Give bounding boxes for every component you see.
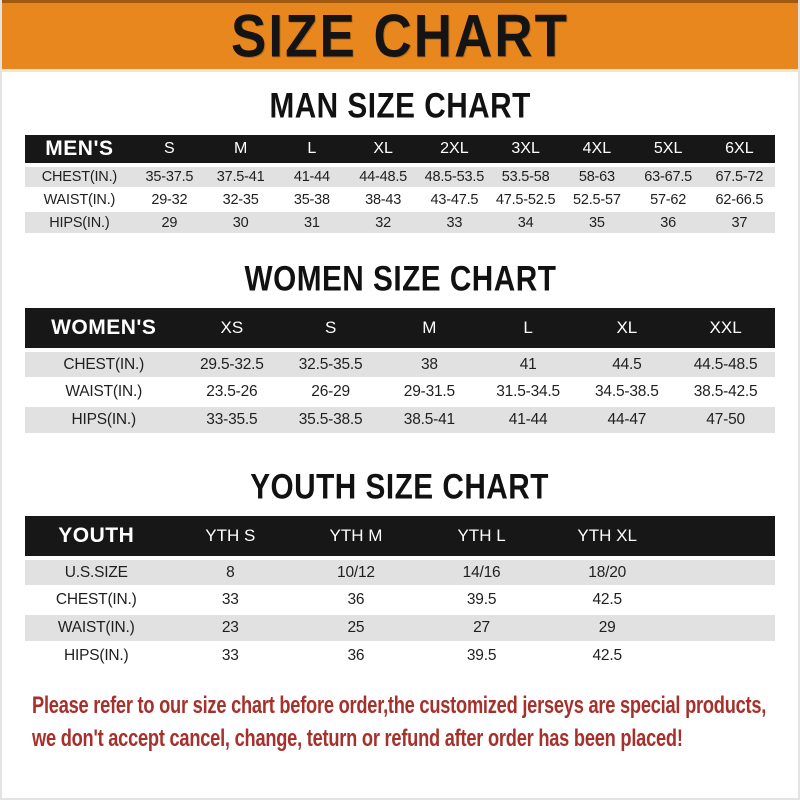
- size-cell: 44.5-48.5: [676, 350, 775, 378]
- table-row: [25, 586, 775, 614]
- size-cell: 41: [479, 350, 578, 378]
- size-cell: 32-35: [205, 188, 276, 211]
- size-cell: 29.5-32.5: [183, 350, 282, 378]
- size-cell: 32.5-35.5: [281, 350, 380, 378]
- size-cell: 35.5-38.5: [281, 406, 380, 434]
- size-cell: 41-44: [276, 165, 347, 188]
- size-cell: 36: [293, 642, 419, 670]
- row-label: HIPS(IN.): [25, 406, 183, 434]
- table-row: [25, 558, 775, 586]
- size-cell: 63-67.5: [633, 165, 704, 188]
- size-cell: 26-29: [281, 378, 380, 406]
- size-cell: 58-63: [561, 165, 632, 188]
- table-row: [25, 614, 775, 642]
- row-label: CHEST(IN.): [25, 586, 168, 614]
- column-header: YTH M: [293, 516, 419, 558]
- size-cell: 48.5-53.5: [419, 165, 490, 188]
- size-cell: 35-37.5: [134, 165, 205, 188]
- size-cell: 18/20: [544, 558, 670, 586]
- men-size-table: [25, 135, 775, 235]
- size-cell: 34: [490, 211, 561, 234]
- size-cell: 25: [293, 614, 419, 642]
- column-header: 2XL: [419, 135, 490, 165]
- size-cell: 44.5: [578, 350, 677, 378]
- women-size-section: [2, 258, 798, 435]
- column-header: L: [276, 135, 347, 165]
- row-label: WAIST(IN.): [25, 188, 134, 211]
- size-cell: 47.5-52.5: [490, 188, 561, 211]
- table-row: [25, 406, 775, 434]
- size-cell: 37: [704, 211, 775, 234]
- table-row: [25, 165, 775, 188]
- size-cell: 33-35.5: [183, 406, 282, 434]
- table-title-cell: MEN'S: [25, 135, 134, 165]
- column-header: S: [134, 135, 205, 165]
- size-cell: 33: [419, 211, 490, 234]
- size-cell: 31.5-34.5: [479, 378, 578, 406]
- size-cell: 36: [293, 586, 419, 614]
- size-cell: 38: [380, 350, 479, 378]
- size-cell: 67.5-72: [704, 165, 775, 188]
- column-header: 6XL: [704, 135, 775, 165]
- size-cell: 35-38: [276, 188, 347, 211]
- spacer-cell: [670, 614, 775, 642]
- size-cell: 8: [168, 558, 294, 586]
- size-cell: 14/16: [419, 558, 545, 586]
- disclaimer-line-1: Please refer to our size chart before order,the customized jerseys are special products,: [32, 692, 767, 719]
- disclaimer-line-2: we don't accept cancel, change, teturn or refund after order has been placed!: [32, 725, 683, 752]
- table-row: [25, 211, 775, 234]
- column-header: 4XL: [561, 135, 632, 165]
- page-title: SIZE CHART: [231, 2, 569, 70]
- table-title-cell: WOMEN'S: [25, 308, 183, 350]
- column-header: YTH XL: [544, 516, 670, 558]
- column-header: YTH S: [168, 516, 294, 558]
- size-cell: 42.5: [544, 642, 670, 670]
- size-cell: 38-43: [348, 188, 419, 211]
- table-row: [25, 642, 775, 670]
- size-cell: 10/12: [293, 558, 419, 586]
- size-cell: 31: [276, 211, 347, 234]
- table-row: [25, 188, 775, 211]
- size-cell: 39.5: [419, 642, 545, 670]
- size-cell: 38.5-42.5: [676, 378, 775, 406]
- size-cell: 47-50: [676, 406, 775, 434]
- size-cell: 33: [168, 586, 294, 614]
- size-cell: 36: [633, 211, 704, 234]
- column-header: S: [281, 308, 380, 350]
- table-header-row: [25, 516, 775, 558]
- size-cell: 29: [544, 614, 670, 642]
- table-title-cell: YOUTH: [25, 516, 168, 558]
- row-label: WAIST(IN.): [25, 378, 183, 406]
- size-cell: 44-48.5: [348, 165, 419, 188]
- column-header: L: [479, 308, 578, 350]
- column-header: YTH L: [419, 516, 545, 558]
- women-size-table: [25, 308, 775, 435]
- size-cell: 44-47: [578, 406, 677, 434]
- table-header-row: [25, 308, 775, 350]
- column-header: XXL: [676, 308, 775, 350]
- size-cell: 23.5-26: [183, 378, 282, 406]
- row-label: HIPS(IN.): [25, 642, 168, 670]
- table-row: [25, 350, 775, 378]
- men-section-title: [2, 85, 798, 126]
- size-cell: 38.5-41: [380, 406, 479, 434]
- row-label: U.S.SIZE: [25, 558, 168, 586]
- column-header: XS: [183, 308, 282, 350]
- disclaimer-note: [32, 689, 798, 755]
- size-cell: 39.5: [419, 586, 545, 614]
- row-label: WAIST(IN.): [25, 614, 168, 642]
- women-section-title: [2, 258, 798, 299]
- size-cell: 57-62: [633, 188, 704, 211]
- size-cell: 29-31.5: [380, 378, 479, 406]
- size-cell: 30: [205, 211, 276, 234]
- size-cell: 52.5-57: [561, 188, 632, 211]
- row-label: CHEST(IN.): [25, 350, 183, 378]
- column-header: 5XL: [633, 135, 704, 165]
- size-cell: 33: [168, 642, 294, 670]
- column-header: XL: [348, 135, 419, 165]
- spacer-cell: [670, 586, 775, 614]
- spacer-cell: [670, 558, 775, 586]
- table-header-row: [25, 135, 775, 165]
- size-cell: 34.5-38.5: [578, 378, 677, 406]
- size-cell: 35: [561, 211, 632, 234]
- size-cell: 32: [348, 211, 419, 234]
- row-label: CHEST(IN.): [25, 165, 134, 188]
- row-label: HIPS(IN.): [25, 211, 134, 234]
- size-cell: 53.5-58: [490, 165, 561, 188]
- size-cell: 41-44: [479, 406, 578, 434]
- column-header: XL: [578, 308, 677, 350]
- column-header: 3XL: [490, 135, 561, 165]
- men-section-title-text: MAN SIZE CHART: [269, 85, 531, 126]
- youth-section-title: [2, 466, 798, 507]
- size-cell: 37.5-41: [205, 165, 276, 188]
- size-cell: 27: [419, 614, 545, 642]
- spacer-cell: [670, 516, 775, 558]
- youth-section-title-text: YOUTH SIZE CHART: [250, 466, 550, 507]
- banner: [2, 0, 798, 72]
- size-cell: 29-32: [134, 188, 205, 211]
- column-header: M: [205, 135, 276, 165]
- size-cell: 42.5: [544, 586, 670, 614]
- size-cell: 23: [168, 614, 294, 642]
- women-section-title-text: WOMEN SIZE CHART: [244, 258, 556, 299]
- men-size-section: [2, 85, 798, 235]
- spacer-cell: [670, 642, 775, 670]
- youth-size-table: [25, 516, 775, 671]
- size-cell: 62-66.5: [704, 188, 775, 211]
- column-header: M: [380, 308, 479, 350]
- size-cell: 29: [134, 211, 205, 234]
- youth-size-section: [2, 466, 798, 671]
- size-cell: 43-47.5: [419, 188, 490, 211]
- table-row: [25, 378, 775, 406]
